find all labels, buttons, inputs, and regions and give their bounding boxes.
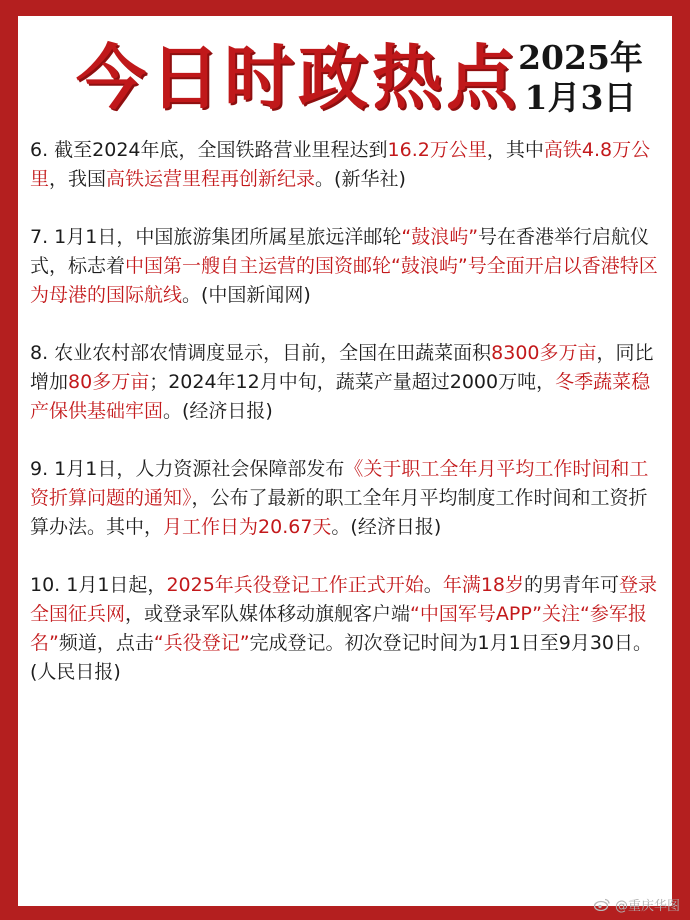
highlight-text: 冬季蔬菜稳产保供基础牢固: [30, 371, 651, 422]
highlight-text: “兵役登记”: [153, 632, 250, 654]
highlight-text: 80多万亩: [68, 371, 150, 393]
highlight-text: “鼓浪屿”: [401, 226, 479, 248]
body-text: 。(经济日报): [163, 400, 273, 422]
date-stamp: [513, 38, 648, 118]
body-text: 9. 1月1日，人力资源社会保障部发布: [30, 458, 345, 480]
body-text: 。(中国新闻网): [182, 284, 311, 306]
body-text: ，我国: [49, 168, 107, 190]
body-text: 频道，点击: [58, 632, 154, 654]
body-text: ，公布了最新的职工全年月平均制度工作时间和工资折算办法。其中，: [30, 487, 648, 538]
body-text: 8. 农业农村部农情调度显示，目前，全国在田蔬菜面积: [30, 342, 492, 364]
date-day: 1月3日: [524, 78, 637, 117]
news-item: [30, 339, 660, 426]
news-list: [30, 136, 660, 716]
poster-panel: [18, 16, 672, 906]
body-text: 7. 1月1日，中国旅游集团所属星旅远洋邮轮: [30, 226, 402, 248]
body-text: ，或登录军队媒体移动旗舰客户端: [125, 603, 411, 625]
header: [18, 16, 672, 136]
highlight-text: 中国第一艘自主运营的国资邮轮“鼓浪屿”号全面开启以香港特区为母港的国际航线: [30, 255, 658, 306]
body-text: 6. 截至2024年底，全国铁路营业里程达到: [30, 139, 388, 161]
highlight-text: 月工作日为20.67天: [163, 516, 332, 538]
body-text: 。(新华社): [315, 168, 406, 190]
highlight-text: 8300多万亩: [491, 342, 597, 364]
date-year: 2025年: [518, 38, 643, 77]
watermark-text: @重庆华图: [614, 899, 680, 914]
news-item: [30, 223, 660, 310]
body-text: 。: [423, 574, 443, 596]
highlight-text: 16.2万公里: [387, 139, 487, 161]
body-text: ，同比增加: [30, 342, 654, 393]
highlight-text: 年满18岁: [442, 574, 524, 596]
news-item: [30, 136, 660, 194]
body-text: ；2024年12月中旬，蔬菜产量超过2000万吨，: [149, 371, 556, 393]
body-text: 的男青年可: [524, 574, 620, 596]
highlight-text: 2025年兵役登记工作正式开始: [166, 574, 424, 596]
body-text: ，其中: [486, 139, 544, 161]
body-text: 10. 1月1日起，: [30, 574, 167, 596]
highlight-text: “中国军号APP”关注“参军报名”: [30, 603, 647, 654]
watermark: [594, 895, 680, 914]
body-text: 号在香港举行启航仪式，标志着: [30, 226, 650, 277]
highlight-text: 登录全国征兵网: [30, 574, 658, 625]
highlight-text: 高铁4.8万公里: [30, 139, 651, 190]
page-title: 今日时政热点: [76, 37, 520, 119]
news-item: [30, 571, 660, 687]
news-item: [30, 455, 660, 542]
highlight-text: 《关于职工全年月平均工作时间和工资折算问题的通知》: [30, 458, 649, 509]
body-text: 完成登记。初次登记时间为1月1日至9月30日。(人民日报): [30, 632, 652, 683]
highlight-text: 高铁运营里程再创新纪录: [106, 168, 316, 190]
weibo-icon: [594, 898, 610, 911]
body-text: 。(经济日报): [331, 516, 442, 538]
